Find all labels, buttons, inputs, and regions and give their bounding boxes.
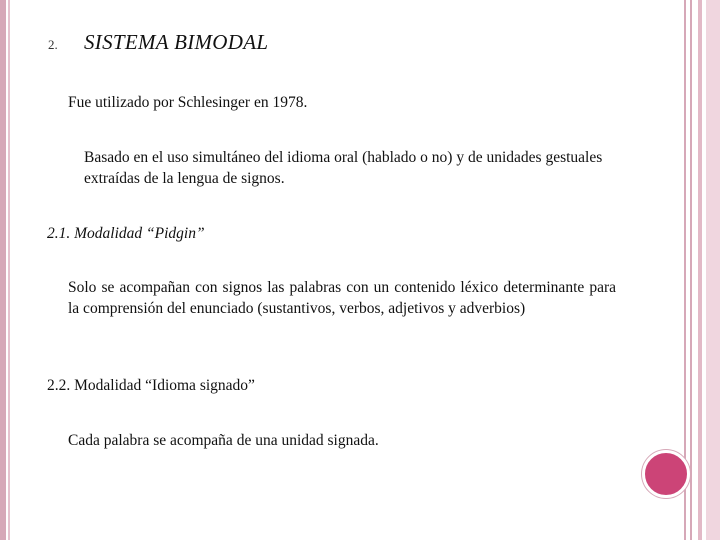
slide-number: 2. xyxy=(48,37,58,52)
right-rail-4 xyxy=(706,0,720,540)
intro-text: Fue utilizado por Schlesinger en 1978. xyxy=(68,94,308,111)
left-rail-thin xyxy=(8,0,10,540)
basis-text: Basado en el uso simultáneo del idioma oral (hablado o no) y de unidades gestuales extraídas de la lengua de signos. xyxy=(84,149,603,187)
right-rail-2 xyxy=(690,0,692,540)
section-heading-signado: 2.2. Modalidad “Idioma signado” xyxy=(47,377,255,394)
slide-title: SISTEMA BIMODAL xyxy=(84,30,269,54)
section-heading-pidgin: 2.1. Modalidad “Pidgin” xyxy=(47,225,205,242)
section-text-signado: Cada palabra se acompaña de una unidad signada. xyxy=(68,432,379,449)
decorative-circle xyxy=(642,450,690,498)
right-rail-3 xyxy=(698,0,702,540)
left-rail xyxy=(0,0,6,540)
section-text-pidgin: Solo se acompañan con signos las palabras con un contenido léxico determinante para la comprensión del enunciado (sustantivos, verbos, adjetivos y adverbios) xyxy=(68,279,616,317)
